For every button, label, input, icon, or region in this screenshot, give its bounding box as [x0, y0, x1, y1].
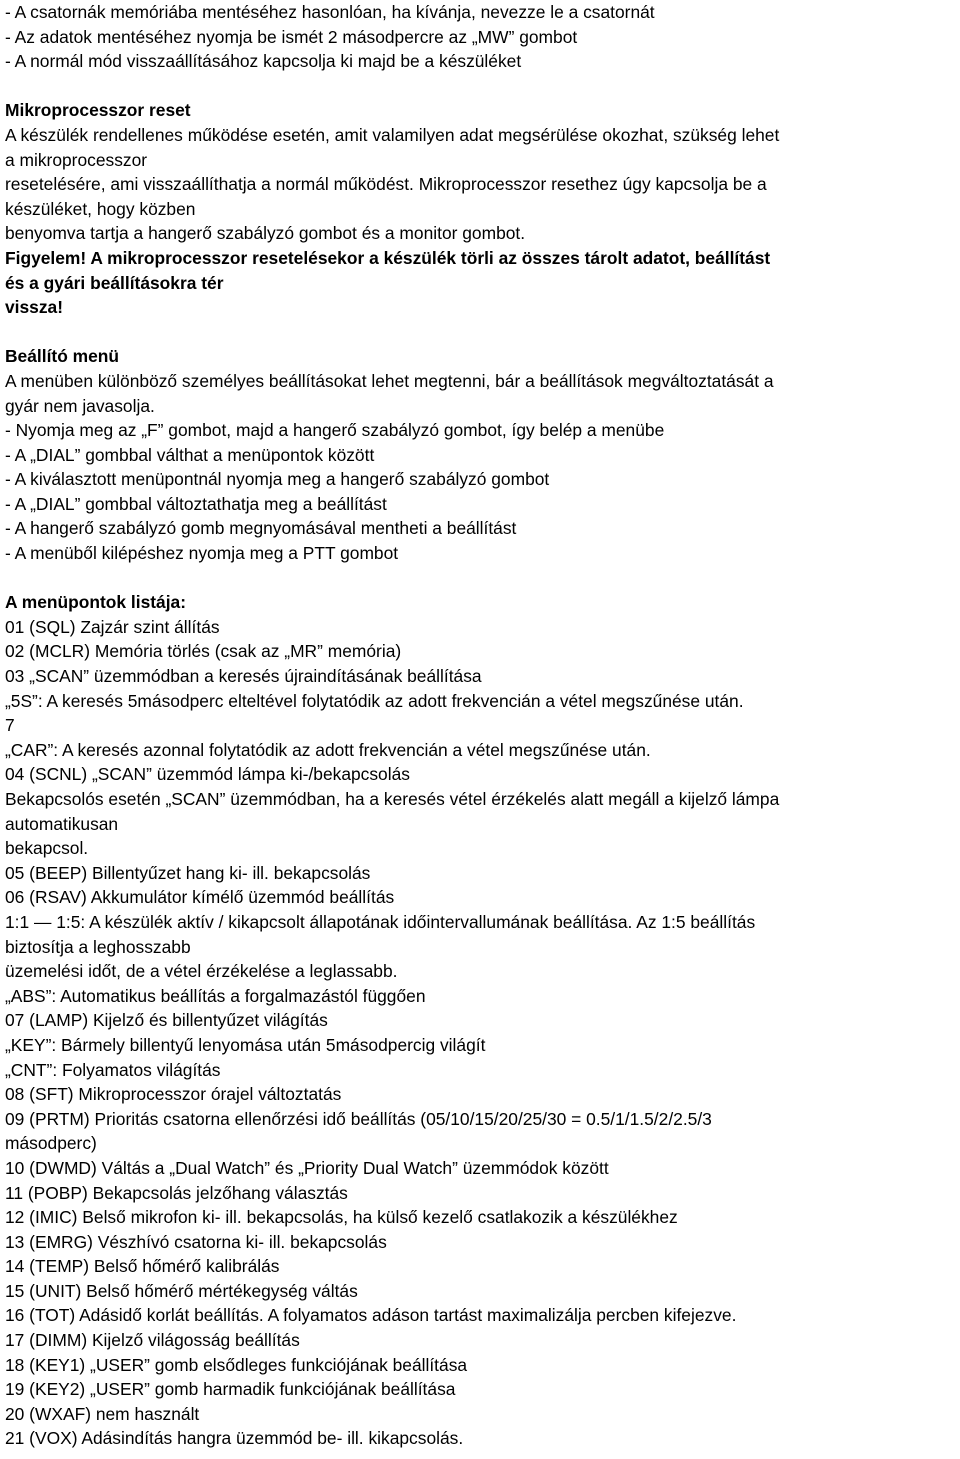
list-item: 02 (MCLR) Memória törlés (csak az „MR” memória)	[5, 641, 402, 662]
list-item: 10 (DWMD) Váltás a „Dual Watch” és „Priority Dual Watch” üzemmódok között	[5, 1157, 609, 1178]
list-item: 13 (EMRG) Vészhívó csatorna ki- ill. bekapcsolás	[5, 1231, 387, 1252]
list-item: 08 (SFT) Mikroprocesszor órajel változtatás	[5, 1084, 342, 1105]
list-item: „CAR”: A keresés azonnal folytatódik az adott frekvencián a vétel megszűnése után.	[5, 739, 651, 760]
menu-list-section	[5, 590, 957, 1451]
list-item: 18 (KEY1) „USER” gomb elsődleges funkciójának beállítása	[5, 1354, 468, 1375]
paragraph-line: benyomva tartja a hangerő szabályzó gombot és a monitor gombot.	[5, 223, 526, 244]
list-item: 12 (IMIC) Belső mikrofon ki- ill. bekapcsolás, ha külső kezelő csatlakozik a készülékhez	[5, 1207, 678, 1228]
list-item: 11 (POBP) Bekapcsolás jelzőhang választás	[5, 1182, 348, 1203]
list-item: Bekapcsolós esetén „SCAN” üzemmódban, ha a keresés vétel érzékelés alatt megáll a kijelző lámpa	[5, 789, 780, 809]
paragraph-line: A menüben különböző személyes beállításokat lehet megtenni, bár a beállítások megváltoztatását a	[5, 370, 774, 391]
list-heading: A menüpontok listája:	[5, 592, 187, 613]
list-item: 16 (TOT) Adásidő korlát beállítás. A folyamatos adáson tartást maximalizálja percben kifejezve.	[5, 1305, 737, 1326]
list-item: „5S”: A keresés 5másodperc elteltével folytatódik az adott frekvencián a vétel megszűnése után.	[5, 690, 744, 711]
instruction-line: - A „DIAL” gombbal válthat a menüpontok között	[5, 444, 375, 465]
menu-section	[5, 344, 957, 565]
spacer	[5, 74, 957, 99]
list-item: 07 (LAMP) Kijelző és billentyűzet világítás	[5, 1010, 328, 1031]
instruction-line: - A „DIAL” gombbal változtathatja meg a beállítást	[5, 493, 387, 514]
instruction-line: - A hangerő szabályzó gomb megnyomásával mentheti a beállítást	[5, 518, 517, 539]
instruction-line: - A kiválasztott menüpontnál nyomja meg a hangerő szabályzó gombot	[5, 469, 550, 490]
reset-section	[5, 98, 957, 319]
intro-line: - Az adatok mentéséhez nyomja be ismét 2 másodpercre az „MW” gombot	[5, 26, 578, 47]
list-item: 17 (DIMM) Kijelző világosság beállítás	[5, 1330, 300, 1351]
instruction-line: - A menüből kilépéshez nyomja meg a PTT gombot	[5, 543, 399, 564]
list-item: 14 (TEMP) Belső hőmérő kalibrálás	[5, 1256, 280, 1277]
paragraph-line: a mikroprocesszor	[5, 149, 148, 170]
list-item: 09 (PRTM) Prioritás csatorna ellenőrzési idő beállítás (05/10/15/20/25/30 = 0.5/1/1.5/2/2.5/3	[5, 1108, 712, 1129]
reset-heading: Mikroprocesszor reset	[5, 100, 191, 121]
list-item: „KEY”: Bármely billentyű lenyomása után 5másodpercig világít	[5, 1034, 486, 1055]
list-item: 05 (BEEP) Billentyűzet hang ki- ill. bekapcsolás	[5, 862, 371, 883]
intro-section	[5, 0, 957, 74]
intro-line: - A normál mód visszaállításához kapcsolja ki majd be a készüléket	[5, 51, 522, 72]
spacer	[5, 566, 957, 591]
instruction-line: - Nyomja meg az „F” gombot, majd a hangerő szabályzó gombot, így belép a menübe	[5, 420, 665, 441]
list-item: 1:1 — 1:5: A készülék aktív / kikapcsolt állapotának időintervallumának beállítása. Az 1:5 beállítás	[5, 911, 756, 932]
warning-line: Figyelem! A mikroprocesszor resetelésekor a készülék törli az összes tárolt adatot, beállítást	[5, 247, 771, 268]
list-item: biztosítja a leghosszabb	[5, 936, 191, 957]
spacer	[5, 320, 957, 345]
intro-line: - A csatornák memóriába mentéséhez hasonlóan, ha kívánja, nevezze le a csatornát	[5, 2, 655, 22]
list-item: 15 (UNIT) Belső hőmérő mértékegység váltás	[5, 1280, 358, 1301]
paragraph-line: gyár nem javasolja.	[5, 395, 155, 416]
list-item: 04 (SCNL) „SCAN” üzemmód lámpa ki-/bekapcsolás	[5, 764, 410, 785]
list-item: bekapcsol.	[5, 838, 89, 859]
list-item: automatikusan	[5, 813, 119, 834]
list-item: „ABS”: Automatikus beállítás a forgalmazástól függően	[5, 985, 426, 1006]
list-item: 06 (RSAV) Akkumulátor kímélő üzemmód beállítás	[5, 887, 395, 908]
menu-heading: Beállító menü	[5, 346, 120, 367]
list-item: 01 (SQL) Zajzár szint állítás	[5, 616, 220, 637]
list-item: 20 (WXAF) nem használt	[5, 1403, 200, 1424]
document-page	[5, 0, 957, 1451]
list-item: 03 „SCAN” üzemmódban a keresés újraindításának beállítása	[5, 666, 482, 687]
list-item: 19 (KEY2) „USER” gomb harmadik funkciójának beállítása	[5, 1379, 456, 1400]
list-item: másodperc)	[5, 1133, 97, 1154]
list-item: 21 (VOX) Adásindítás hangra üzemmód be- ill. kikapcsolás.	[5, 1428, 464, 1449]
warning-line: és a gyári beállításokra tér	[5, 272, 224, 293]
paragraph-line: készüléket, hogy közben	[5, 198, 196, 219]
paragraph-line: A készülék rendellenes működése esetén, amit valamilyen adat megsérülése okozhat, szükség lehet	[5, 124, 780, 145]
warning-line: vissza!	[5, 297, 64, 318]
list-item: „CNT”: Folyamatos világítás	[5, 1059, 221, 1080]
paragraph-line: resetelésére, ami visszaállíthatja a normál működést. Mikroprocesszor resethez úgy kapcsolja be a	[5, 174, 767, 195]
list-item: üzemelési időt, de a vétel érzékelése a leglassabb.	[5, 961, 398, 982]
list-item: 7	[5, 715, 15, 736]
